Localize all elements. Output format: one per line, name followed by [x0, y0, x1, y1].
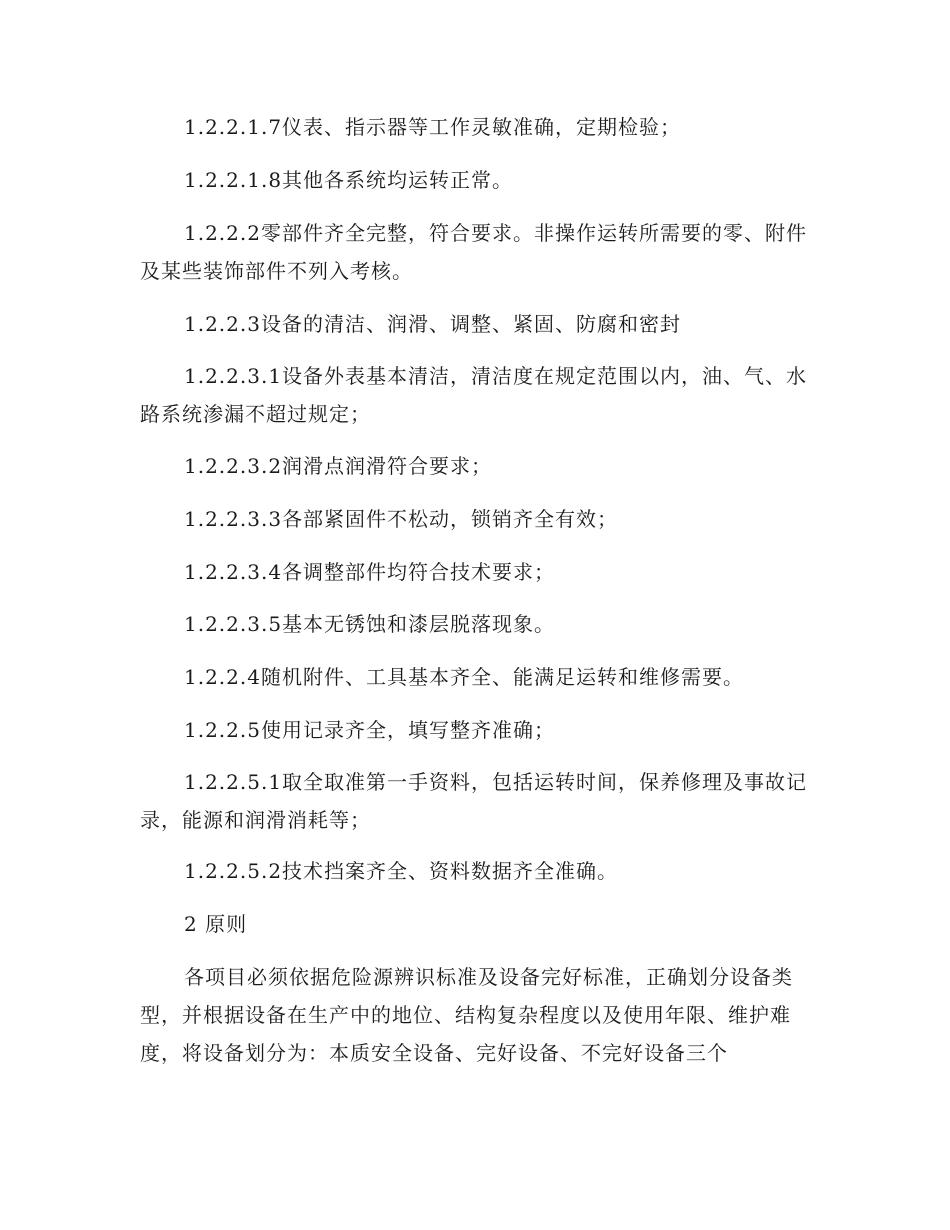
paragraph-1-2-2-3-2: 1.2.2.3.2润滑点润滑符合要求； — [184, 454, 493, 478]
paragraph-1-2-2-4: 1.2.2.4随机附件、工具基本齐全、能满足运转和维修需要。 — [184, 665, 744, 689]
paragraph-1-2-2-5: 1.2.2.5使用记录齐全，填写整齐准确； — [184, 718, 555, 742]
paragraph-1-2-2-2: 1.2.2.2零部件齐全完整，符合要求。非操作运转所需要的零、附件及某些装饰部件不列入考核。 — [140, 221, 807, 283]
paragraph-1-2-2-5-2: 1.2.2.5.2技术挡案齐全、资料数据齐全准确。 — [184, 859, 619, 883]
paragraph-1-2-2-5-1: 1.2.2.5.1取全取准第一手资料，包括运转时间，保养修理及事故记录，能源和润滑消耗等； — [140, 770, 808, 832]
paragraph-1-2-2-1-8: 1.2.2.1.8其他各系统均运转正常。 — [184, 168, 514, 192]
paragraph-1-2-2-3-4: 1.2.2.3.4各调整部件均符合技术要求； — [184, 560, 556, 584]
paragraph-1-2-2-3-3: 1.2.2.3.3各部紧固件不松动，锁销齐全有效； — [184, 507, 619, 531]
paragraph-1-2-2-3-5: 1.2.2.3.5基本无锈蚀和漆层脱落现象。 — [184, 612, 556, 636]
paragraph-1-2-2-3: 1.2.2.3设备的清洁、润滑、调整、紧固、防腐和密封 — [184, 312, 681, 336]
paragraph-1-2-2-3-1: 1.2.2.3.1设备外表基本清洁，清洁度在规定范围以内，油、气、水路系统渗漏不超过规定； — [140, 364, 808, 426]
section-heading-principle: 2 原则 — [184, 912, 248, 936]
paragraph-principle-body: 各项目必须依据危险源辨识标准及设备完好标准，正确划分设备类型，并根据设备在生产中的地位、结构复杂程度以及使用年限、维护难度，将设备划分为：本质安全设备、完好设备、不完好设备三个 — [140, 965, 793, 1065]
paragraph-1-2-2-1-7: 1.2.2.1.7仪表、指示器等工作灵敏准确，定期检验； — [184, 115, 682, 139]
